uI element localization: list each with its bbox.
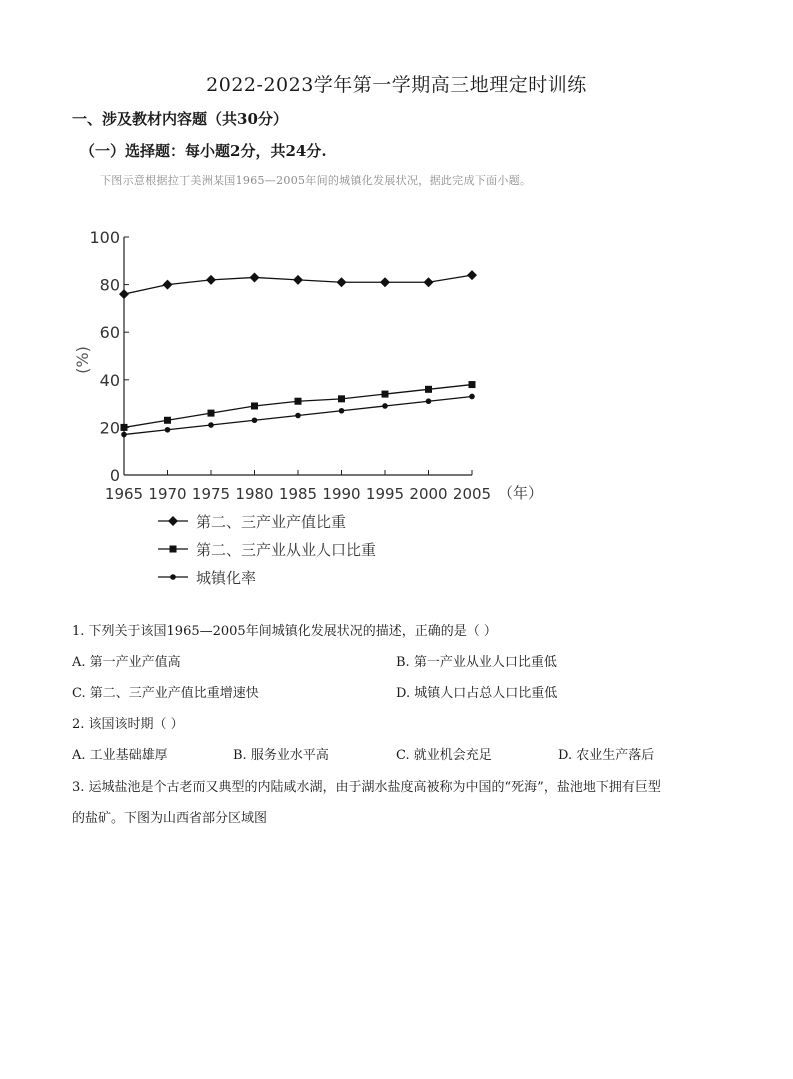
q2-option-d[interactable]: D. 农业生产落后 (558, 748, 655, 763)
legend-item (158, 513, 346, 531)
y-tick-label: 60 (99, 323, 120, 343)
data-point-circle (295, 413, 301, 419)
data-point-circle (165, 427, 171, 433)
x-tick-label: 1970 (148, 485, 187, 503)
data-point-square (382, 391, 389, 398)
data-point-diamond (119, 289, 129, 299)
y-tick-labels (89, 228, 120, 485)
data-point-diamond (380, 277, 390, 287)
data-point-circle (208, 422, 214, 428)
q1-option-d[interactable]: D. 城镇人口占总人口比重低 (396, 686, 558, 701)
legend-item (158, 541, 376, 559)
q2-option-b[interactable]: B. 服务业水平高 (233, 748, 329, 763)
legend-item (158, 569, 256, 587)
data-point-circle (121, 432, 127, 438)
chart-axes (124, 237, 472, 475)
data-point-circle (469, 394, 475, 400)
y-axis-label: (%) (73, 346, 92, 374)
y-tick-label: 100 (89, 228, 120, 247)
page-title: 2022-2023学年第一学期高三地理定时训练 (206, 74, 587, 96)
chart-legend (158, 513, 376, 587)
data-point-diamond (467, 270, 477, 280)
data-point-square (164, 417, 171, 424)
data-point-diamond (206, 275, 216, 285)
data-point-circle (252, 417, 258, 423)
x-tick-label: 1990 (322, 485, 361, 503)
data-point-square (121, 424, 128, 431)
data-point-diamond (163, 280, 173, 290)
series-2 (121, 381, 476, 431)
data-point-square (251, 402, 258, 409)
x-tick-label: 2000 (409, 485, 448, 503)
data-point-circle (339, 408, 345, 414)
data-point-diamond (424, 277, 434, 287)
data-point-square (208, 410, 215, 417)
data-point-circle (426, 398, 432, 404)
x-tick-label: 1985 (278, 485, 318, 503)
data-point-diamond (337, 277, 347, 287)
y-tick-label: 80 (99, 275, 120, 295)
question-3-stem-line1: 3. 运城盐池是个古老而又典型的内陆咸水湖，由于湖水盐度高被称为中国的“死海”，盐池地下拥有巨型 (72, 780, 661, 795)
data-point-diamond (250, 272, 260, 282)
y-tick-label: 20 (99, 418, 120, 438)
data-point-square (469, 381, 476, 388)
legend-marker (170, 574, 176, 580)
question-2-stem: 2. 该国该时期（ ） (72, 717, 184, 732)
legend-label: 第二、三产业产值比重 (196, 513, 347, 531)
data-point-square (295, 398, 302, 405)
chart-intro-text: 下图示意根据拉丁美洲某国1965—2005年间的城镇化发展状况，据此完成下面小题。 (100, 174, 532, 187)
question-1-stem: 1. 下列关于该国1965—2005年间城镇化发展状况的描述，正确的是（ ） (72, 624, 497, 639)
series-1 (119, 270, 477, 299)
q2-option-a[interactable]: A. 工业基础雄厚 (72, 748, 168, 763)
subsection-heading: （一）选择题：每小题2分，共24分. (80, 142, 327, 160)
q1-option-a[interactable]: A. 第一产业产值高 (72, 655, 181, 670)
q1-option-b[interactable]: B. 第一产业从业人口比重低 (396, 655, 557, 670)
x-tick-label: 1965 (104, 485, 144, 503)
urbanization-line-chart (60, 215, 560, 600)
legend-label: 城镇化率 (196, 569, 257, 587)
data-point-square (425, 386, 432, 393)
x-axis-unit: （年） (498, 484, 544, 502)
data-point-square (338, 395, 345, 402)
section-heading: 一、涉及教材内容题（共30分） (72, 110, 288, 128)
y-tick-label: 0 (109, 466, 120, 485)
question-3-stem-line2: 的盐矿。下图为山西省部分区域图 (72, 811, 268, 826)
y-tick-label: 40 (99, 370, 120, 390)
data-point-circle (382, 403, 388, 409)
legend-label: 第二、三产业从业人口比重 (196, 541, 377, 559)
x-tick-label: 1975 (191, 485, 231, 503)
chart-series (119, 270, 477, 437)
x-tick-label: 1980 (235, 485, 274, 503)
legend-marker (168, 516, 178, 526)
legend-marker (170, 546, 177, 553)
data-point-diamond (293, 275, 303, 285)
q1-option-c[interactable]: C. 第二、三产业产值比重增速快 (72, 686, 259, 701)
x-tick-label: 2005 (452, 485, 492, 503)
x-tick-label: 1995 (365, 485, 405, 503)
series-line (124, 385, 472, 428)
x-tick-labels (105, 485, 491, 503)
q2-option-c[interactable]: C. 就业机会充足 (396, 748, 492, 763)
